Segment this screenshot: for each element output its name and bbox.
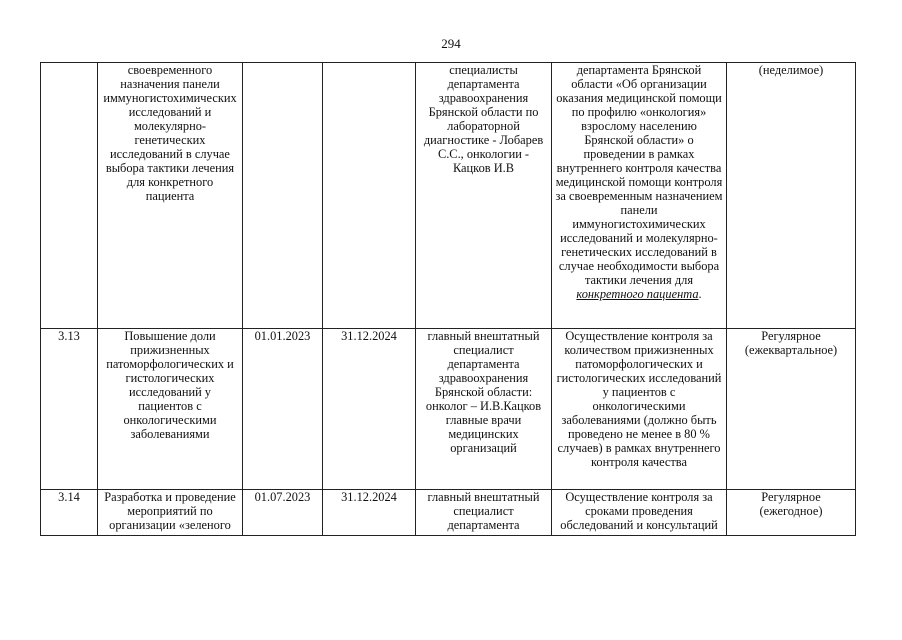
row-number-cell <box>41 63 98 329</box>
start-date-cell: 01.01.2023 <box>243 329 323 490</box>
table-row <box>41 490 856 536</box>
table-row <box>41 63 856 329</box>
responsible-cell: главный внештатный специалист департамента здравоохранения Брянской области: онколог – И.В.Кацков главные врачи медицинских организаций <box>416 329 552 490</box>
page-number: 294 <box>441 36 461 51</box>
plan-table <box>40 62 856 536</box>
end-date-cell: 31.12.2024 <box>323 329 416 490</box>
row-number-cell: 3.13 <box>41 329 98 490</box>
result-tail-text: конкретного пациента <box>576 287 699 301</box>
table-row <box>41 329 856 490</box>
frequency-cell: (неделимое) <box>727 63 856 329</box>
activity-cell: своевременного назначения панели иммуногистохимических исследований и молекулярно-генетических исследований в случае выбора тактики лечения для конкретного пациента <box>98 63 243 329</box>
frequency-cell: Регулярное (ежегодное) <box>727 490 856 536</box>
responsible-cell: специалисты департамента здравоохранения Брянской области по лабораторной диагностике - Лобарев С.С., онкологии - Кацков И.В <box>416 63 552 329</box>
start-date-cell <box>243 63 323 329</box>
activity-cell: Разработка и проведение мероприятий по организации «зеленого <box>98 490 243 536</box>
end-date-cell <box>323 63 416 329</box>
start-date-cell: 01.07.2023 <box>243 490 323 536</box>
frequency-cell: Регулярное (ежеквартальное) <box>727 329 856 490</box>
activity-cell: Повышение доли прижизненных патоморфологических и гистологических исследований у пациентов с онкологическими заболеваниями <box>98 329 243 490</box>
result-text: департамента Брянской области «Об организации оказания медицинской помощи по профилю «онкология» взрослому населению Брянской области» о проведении в рамках внутреннего контроля качества медицинской помощи контроля за своевременным назначением панели иммуногистохимических исследований и молекулярно-генетических исследований в случае необходимости выбора тактики лечения для <box>555 63 723 287</box>
end-date-cell: 31.12.2024 <box>323 490 416 536</box>
result-cell: Осуществление контроля за сроками проведения обследований и консультаций <box>552 490 727 536</box>
result-cell: Осуществление контроля за количеством прижизненных патоморфологических и гистологических исследований у пациентов с онкологическими заболеваниями (должно быть проведено не менее в 80 % случаев) в рамках внутреннего контроля качества <box>552 329 727 490</box>
result-cell <box>552 63 727 329</box>
result-end-text: . <box>698 287 702 301</box>
responsible-cell: главный внештатный специалист департамента <box>416 490 552 536</box>
row-number-cell: 3.14 <box>41 490 98 536</box>
